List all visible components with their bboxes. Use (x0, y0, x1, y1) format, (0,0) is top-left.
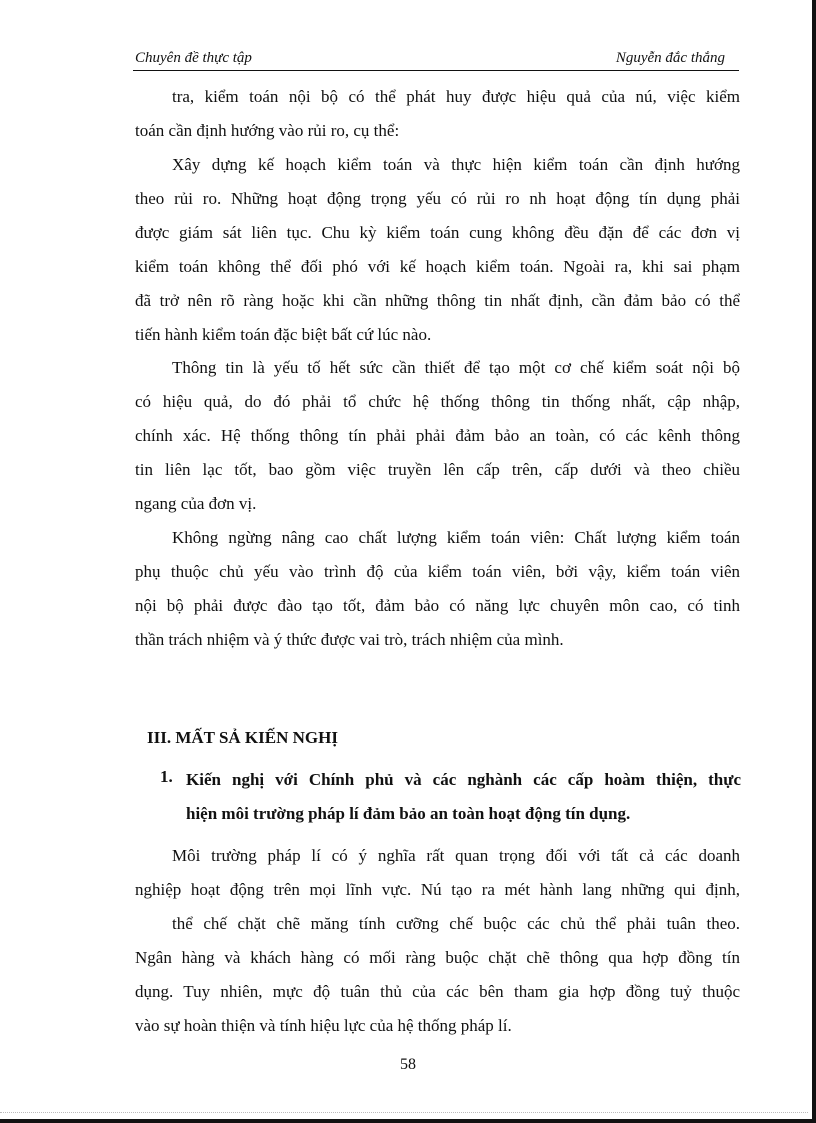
text-line: thần trách nhiệm và ý thức được vai trò, trách nhiệm của mình. (135, 630, 564, 649)
paragraph-2 (135, 148, 740, 352)
text-line: chính xác. Hệ thống thông tín phải phải đảm bảo an toàn, có các kênh thông (135, 426, 740, 445)
text-line: toán cần định hướng vào rủi ro, cụ thể: (135, 121, 400, 140)
paragraph-1 (135, 80, 740, 148)
text-line: kiểm toán không thể đối phó với kế hoạch kiểm toán. Ngoài ra, khi sai phạm (135, 257, 740, 276)
subsection-heading (186, 763, 741, 831)
text-line: Ngân hàng và khách hàng có mối ràng buộc chặt chẽ thông qua hợp đồng tín (135, 948, 740, 967)
text-line: ngang của đơn vị. (135, 494, 257, 513)
footer-divider (0, 1112, 808, 1114)
subsection-line: Kiến nghị với Chính phủ và các nghành các cấp hoàm thiện, thực (186, 770, 741, 789)
text-line: Môi trường pháp lí có ý nghĩa rất quan trọng đối với tất cả các doanh (172, 846, 740, 865)
text-line: đã trở nên rõ ràng hoặc khi cần những thông tin nhất định, cần đảm bảo có thể (135, 291, 740, 310)
text-line: vào sự hoàn thiện và tính hiệu lực của hệ thống pháp lí. (135, 1016, 512, 1035)
text-line: dụng. Tuy nhiên, mực độ tuân thủ của các bên tham gia hợp đồng tuỷ thuộc (135, 982, 740, 1001)
text-line: nội bộ phải được đào tạo tốt, đảm bảo có năng lực chuyên môn cao, có tinh (135, 596, 740, 615)
subsection-number: 1. (160, 767, 173, 786)
text-line: Không ngừng nâng cao chất lượng kiểm toán viên: Chất lượng kiểm toán (172, 528, 740, 547)
text-line: được giám sát liên tục. Chu kỳ kiểm toán cung không đều đặn để các đơn vị (135, 223, 740, 242)
paragraph-5 (135, 839, 740, 1043)
subsection-line: hiện môi trường pháp lí đảm bảo an toàn hoạt động tín dụng. (186, 804, 631, 823)
text-line: Thông tin là yếu tố hết sức cần thiết để tạo một cơ chế kiểm soát nội bộ (172, 358, 740, 377)
text-line: thể chế chặt chẽ măng tính cưỡng chế buộc các chủ thể phải tuân theo. (172, 914, 740, 933)
text-line: tin liên lạc tốt, bao gồm việc truyền lên cấp trên, cấp dưới và theo chiều (135, 460, 740, 479)
header-title: Chuyên đề thực tập (135, 50, 252, 66)
header-author: Nguyễn đắc thắng (615, 50, 725, 66)
paragraph-3 (135, 351, 740, 521)
text-line: có hiệu quả, do đó phải tổ chức hệ thống thông tin thống nhất, cập nhập, (135, 392, 740, 411)
text-line: tra, kiểm toán nội bộ có thể phát huy được hiệu quả của nú, việc kiểm (172, 87, 740, 106)
text-line: theo rủi ro. Những hoạt động trọng yếu có rủi ro nh hoạt động tín dụng phải (135, 189, 740, 208)
text-line: nghiệp hoạt động trên mọi lĩnh vực. Nú tạo ra mét hành lang những qui định, (135, 880, 740, 899)
text-line: phụ thuộc chủ yếu vào trình độ của kiểm toán viên, bởi vậy, kiểm toán viên (135, 562, 740, 581)
page-number: 58 (400, 1056, 416, 1073)
text-line: tiến hành kiểm toán đặc biệt bất cứ lúc nào. (135, 325, 432, 344)
section-heading: III. MẤT SẢ KIẾN NGHỊ (147, 728, 338, 747)
page-header (133, 48, 739, 71)
paragraph-4 (135, 521, 740, 657)
text-line: Xây dựng kế hoạch kiểm toán và thực hiện kiểm toán cần định hướng (172, 155, 740, 174)
